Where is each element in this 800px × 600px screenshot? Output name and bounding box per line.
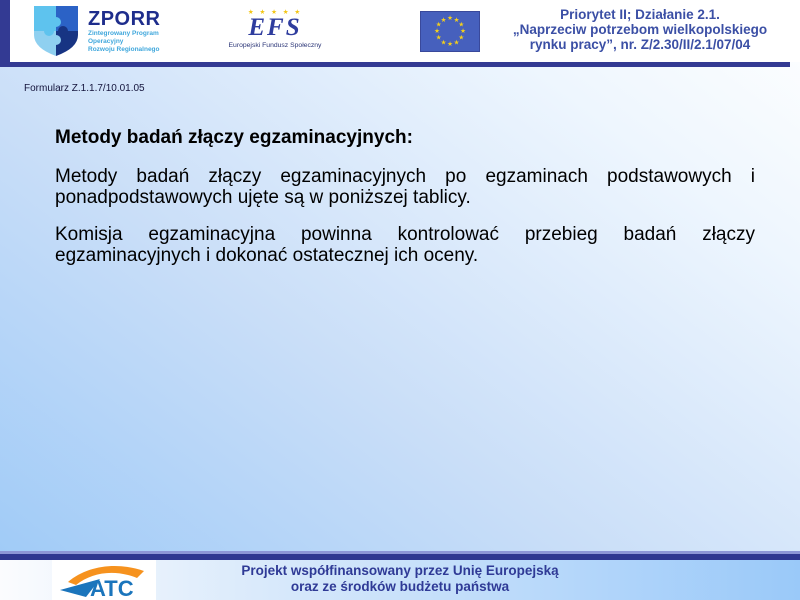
header bbox=[10, 0, 800, 62]
eu-flag-icon bbox=[420, 11, 480, 52]
svg-text:★: ★ bbox=[460, 27, 466, 36]
zporr-subtitle-line: Operacyjny bbox=[88, 38, 124, 45]
body-paragraph: Komisja egzaminacyjna powinna kontrolować przebieg badań złączy egzaminacyjnych i dokonać ostatecznej ich oceny. bbox=[55, 224, 755, 266]
svg-text:★: ★ bbox=[453, 38, 460, 47]
svg-text:★: ★ bbox=[434, 27, 440, 36]
svg-text:★: ★ bbox=[435, 20, 442, 29]
zporr-subtitle-line: Zintegrowany Program bbox=[88, 30, 159, 37]
svg-text:★: ★ bbox=[458, 33, 465, 42]
zporr-logo bbox=[32, 5, 161, 57]
body-paragraph: Metody badań złączy egzaminacyjnych po egzaminach podstawowych i ponadpodstawowych ujęte są w poniższej tablicy. bbox=[55, 166, 755, 208]
efs-title: EFS bbox=[248, 14, 302, 41]
zporr-title: ZPORR bbox=[88, 8, 161, 30]
footer-line: Projekt współfinansowany przez Unię Europejską bbox=[241, 563, 559, 578]
svg-text:★: ★ bbox=[458, 20, 465, 29]
header-corner-bar bbox=[0, 0, 10, 67]
body-heading: Metody badań złączy egzaminacyjnych: bbox=[55, 127, 413, 148]
header-priority-text bbox=[480, 7, 800, 52]
zporr-subtitle-line: Rozwoju Regionalnego bbox=[88, 46, 160, 53]
form-number-label: Formularz Z.1.1.7/10.01.05 bbox=[24, 83, 145, 94]
footer-text bbox=[0, 563, 800, 595]
footer bbox=[0, 560, 800, 600]
atc-logo-text: ATC bbox=[90, 576, 134, 600]
priority-line: Priorytet II; Działanie 2.1. bbox=[560, 7, 720, 22]
efs-stars-icon bbox=[215, 5, 335, 14]
zporr-shield-icon bbox=[32, 5, 80, 57]
priority-line: „Naprzeciw potrzebom wielkopolskiego bbox=[512, 22, 768, 37]
efs-subtitle: Europejski Fundusz Społeczny bbox=[228, 42, 322, 49]
efs-logo bbox=[215, 5, 335, 50]
footer-line: oraz ze środków budżetu państwa bbox=[290, 579, 510, 594]
svg-text:★: ★ bbox=[440, 38, 447, 47]
svg-text:★: ★ bbox=[447, 40, 453, 49]
svg-text:★: ★ bbox=[435, 33, 442, 42]
slide-body bbox=[55, 127, 755, 283]
priority-line: rynku pracy”, nr. Z/2.30/II/2.1/07/04 bbox=[529, 37, 751, 52]
svg-text:★: ★ bbox=[447, 14, 453, 23]
svg-text:★: ★ bbox=[453, 15, 460, 24]
header-divider bbox=[10, 62, 790, 67]
svg-text:★: ★ bbox=[440, 15, 447, 24]
